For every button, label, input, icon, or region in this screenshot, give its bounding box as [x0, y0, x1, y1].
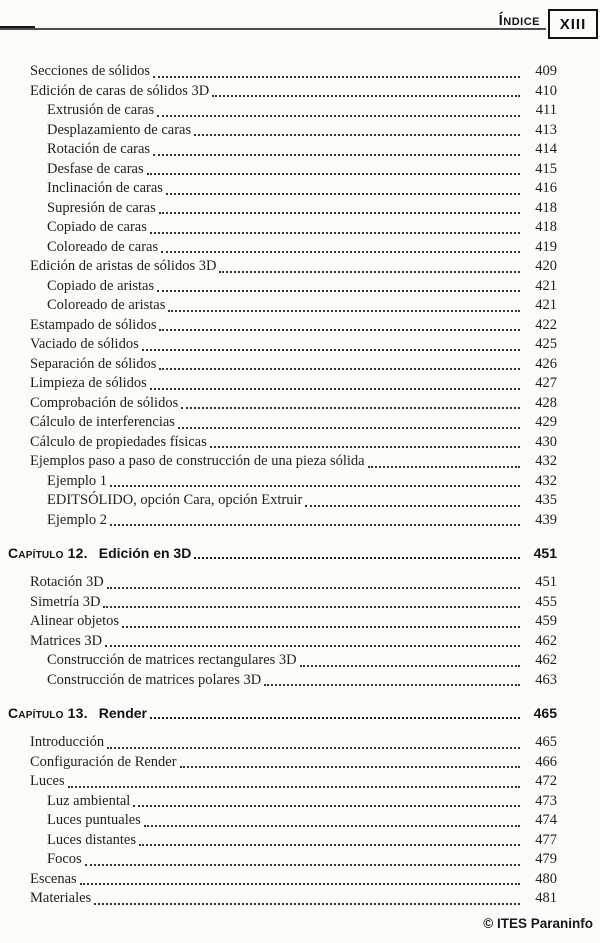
dot-leader — [194, 134, 520, 136]
toc-entry-page: 421 — [535, 277, 557, 294]
toc-entry — [0, 335, 600, 355]
toc-entry-page: 451 — [535, 574, 557, 590]
toc-entry-page: 416 — [535, 180, 557, 196]
toc-entry-page: 427 — [535, 375, 557, 391]
dot-leader — [122, 626, 520, 628]
toc-entry — [0, 179, 600, 199]
toc-entry-label: Luces puntuales — [47, 812, 141, 828]
toc-entry-label: Inclinación de caras — [47, 180, 163, 196]
dot-leader — [180, 766, 520, 768]
dot-leader — [159, 368, 520, 370]
toc-entry-label: Comprobación de sólidos — [30, 394, 179, 411]
toc-entry-page: 420 — [535, 258, 557, 274]
toc-entry-label: Matrices 3D — [30, 632, 103, 649]
toc-entry-label: Focos — [47, 851, 82, 867]
dot-leader — [210, 446, 520, 448]
toc-entry-label: Coloreado de aristas — [47, 297, 166, 313]
dot-leader — [300, 665, 520, 667]
dot-leader — [305, 505, 520, 507]
toc-entry — [0, 850, 600, 870]
page-number-roman: XIII — [559, 15, 587, 33]
dot-leader — [178, 427, 520, 429]
toc-entry — [0, 612, 600, 632]
chapter-title: Render — [98, 705, 147, 721]
toc-entry-page: 439 — [535, 511, 557, 528]
toc-entry — [0, 374, 600, 394]
toc-chapter-heading — [0, 702, 600, 724]
toc-entry-page: 426 — [535, 355, 557, 372]
toc-entry-page: 428 — [535, 394, 557, 411]
toc-entry-page: 477 — [535, 831, 557, 848]
dot-leader — [105, 645, 520, 647]
dot-leader — [150, 717, 520, 719]
toc-entry — [0, 160, 600, 180]
toc-entry-label: Desfase de caras — [47, 160, 144, 177]
toc-entry-page: 455 — [535, 593, 557, 610]
toc-entry-label: Coloreado de caras — [47, 238, 159, 255]
dot-leader — [166, 193, 520, 195]
toc-entry-page: 459 — [535, 613, 557, 629]
toc-entry-page: 462 — [535, 652, 557, 668]
toc-list — [0, 62, 600, 909]
toc-entry — [0, 593, 600, 613]
toc-entry-label: Limpieza de sólidos — [30, 375, 147, 391]
toc-chapter-heading — [0, 542, 600, 564]
toc-entry-page: 430 — [535, 433, 557, 450]
toc-entry-label: Escenas — [30, 870, 77, 887]
toc-entry — [0, 433, 600, 453]
toc-entry-label: Ejemplos paso a paso de construcción de una pieza sólida — [30, 453, 365, 469]
toc-entry-label: Supresión de caras — [47, 199, 156, 216]
dot-leader — [139, 844, 520, 846]
dot-leader — [157, 290, 520, 292]
chapter-prefix: Capítulo 13. — [8, 705, 88, 721]
toc-entry-label: Copiado de aristas — [47, 277, 155, 294]
dot-leader — [94, 903, 520, 905]
toc-entry-page: 414 — [535, 141, 557, 157]
toc-entry — [0, 472, 600, 492]
toc-entry-page: 479 — [535, 851, 557, 867]
toc-entry-label: Luz ambiental — [47, 792, 131, 809]
toc-entry-page: 411 — [535, 102, 557, 118]
toc-entry — [0, 140, 600, 160]
dot-leader — [107, 587, 520, 589]
toc-entry-label: Rotación de caras — [47, 141, 151, 157]
dot-leader — [194, 557, 520, 559]
toc-entry-page: 472 — [535, 773, 557, 789]
dot-leader — [159, 212, 520, 214]
toc-entry-page: 480 — [535, 870, 557, 887]
dot-leader — [150, 388, 520, 390]
toc-entry-label: Luces distantes — [47, 831, 136, 848]
toc-entry-label: Extrusión de caras — [47, 102, 155, 118]
dot-leader — [153, 76, 520, 78]
toc-entry — [0, 651, 600, 671]
toc-entry — [0, 511, 600, 531]
toc-entry-label: Secciones de sólidos — [30, 63, 151, 79]
toc-entry — [0, 413, 600, 433]
chapter-title: Edición en 3D — [98, 545, 192, 561]
dot-leader — [142, 349, 520, 351]
dot-leader — [85, 864, 520, 866]
toc-entry-label: Edición de aristas de sólidos 3D — [30, 258, 217, 274]
toc-entry-label: Materiales — [30, 890, 92, 906]
toc-entry — [0, 811, 600, 831]
toc-entry-label: Simetría 3D — [30, 593, 101, 610]
toc-entry-label: Separación de sólidos — [30, 355, 157, 372]
chapter-prefix: Capítulo 12. — [8, 545, 88, 561]
toc-entry-page: 463 — [535, 671, 557, 688]
toc-entry-page: 435 — [535, 492, 557, 508]
toc-entry — [0, 632, 600, 652]
toc-entry — [0, 452, 600, 472]
toc-entry-page: 429 — [535, 414, 557, 430]
toc-entry — [0, 62, 600, 82]
toc-entry-label: Configuración de Render — [30, 753, 177, 770]
toc-entry — [0, 772, 600, 792]
toc-entry-label: Rotación 3D — [30, 574, 104, 590]
dot-leader — [219, 271, 520, 273]
dot-leader — [168, 310, 520, 312]
dot-leader — [110, 524, 520, 526]
toc-entry-page: 465 — [535, 734, 557, 750]
toc-entry — [0, 238, 600, 258]
toc-entry-page: 432 — [535, 453, 557, 469]
page-number-box — [548, 9, 598, 39]
toc-entry-label: Cálculo de interferencias — [30, 414, 175, 430]
toc-entry — [0, 671, 600, 691]
toc-entry — [0, 831, 600, 851]
chapter-page: 465 — [533, 705, 557, 721]
toc-entry — [0, 316, 600, 336]
toc-entry — [0, 753, 600, 773]
toc-entry-page: 474 — [535, 812, 557, 828]
dot-leader — [368, 466, 520, 468]
dot-leader — [153, 154, 520, 156]
toc-entry-label: Desplazamiento de caras — [47, 121, 192, 138]
toc-entry-page: 419 — [535, 238, 557, 255]
dot-leader — [157, 115, 520, 117]
toc-entry-page: 466 — [535, 753, 557, 770]
toc-entry-page: 422 — [535, 316, 557, 333]
toc-entry-label: Construcción de matrices rectangulares 3D — [47, 652, 297, 668]
dot-leader — [147, 173, 520, 175]
toc-entry-page: 462 — [535, 632, 557, 649]
toc-entry-page: 421 — [535, 297, 557, 313]
toc-entry — [0, 277, 600, 297]
toc-entry-page: 418 — [535, 219, 557, 235]
toc-entry-label: Estampado de sólidos — [30, 316, 157, 333]
toc-entry — [0, 792, 600, 812]
dot-leader — [161, 251, 520, 253]
toc-entry — [0, 870, 600, 890]
toc-entry — [0, 733, 600, 753]
toc-entry-label: Introducción — [30, 734, 105, 750]
header-rule — [0, 28, 546, 30]
dot-leader — [107, 747, 520, 749]
dot-leader — [159, 329, 520, 331]
footer-copyright: © ITES Paraninfo — [483, 916, 593, 931]
toc-entry — [0, 355, 600, 375]
toc-entry-label: Edición de caras de sólidos 3D — [30, 82, 210, 99]
toc-entry-label: Alinear objetos — [30, 613, 119, 629]
header-index-label: Índice — [498, 12, 540, 29]
toc-entry-label: Ejemplo 2 — [47, 511, 108, 528]
toc-entry-page: 473 — [535, 792, 557, 809]
toc-entry — [0, 121, 600, 141]
dot-leader — [80, 883, 520, 885]
toc-entry-label: Copiado de caras — [47, 219, 147, 235]
dot-leader — [181, 407, 520, 409]
toc-entry-page: 410 — [535, 82, 557, 99]
toc-entry-page: 425 — [535, 336, 557, 352]
toc-entry — [0, 82, 600, 102]
dot-leader — [110, 485, 520, 487]
toc-entry — [0, 199, 600, 219]
toc-entry — [0, 573, 600, 593]
toc-entry — [0, 101, 600, 121]
dot-leader — [68, 786, 520, 788]
dot-leader — [264, 684, 520, 686]
toc-entry-label: Luces — [30, 773, 65, 789]
toc-entry — [0, 257, 600, 277]
toc-entry-page: 418 — [535, 199, 557, 216]
toc-entry-label: Ejemplo 1 — [47, 472, 108, 489]
toc-entry-label: Construcción de matrices polares 3D — [47, 671, 262, 688]
dot-leader — [212, 95, 520, 97]
toc-entry-label: Vaciado de sólidos — [30, 336, 139, 352]
toc-entry-page: 481 — [535, 890, 557, 906]
toc-entry — [0, 889, 600, 909]
toc-entry-page: 432 — [535, 472, 557, 489]
toc-entry — [0, 394, 600, 414]
chapter-page: 451 — [533, 545, 557, 561]
toc-entry-page: 409 — [535, 63, 557, 79]
dot-leader — [144, 825, 520, 827]
toc-entry-label: Cálculo de propiedades físicas — [30, 433, 207, 450]
toc-entry — [0, 218, 600, 238]
toc-entry-page: 415 — [535, 160, 557, 177]
toc-entry — [0, 296, 600, 316]
dot-leader — [150, 232, 520, 234]
toc-entry-page: 413 — [535, 121, 557, 138]
toc-entry — [0, 491, 600, 511]
toc-entry-label: EDITSÓLIDO, opción Cara, opción Extruir — [47, 492, 303, 508]
dot-leader — [133, 805, 520, 807]
dot-leader — [103, 606, 520, 608]
